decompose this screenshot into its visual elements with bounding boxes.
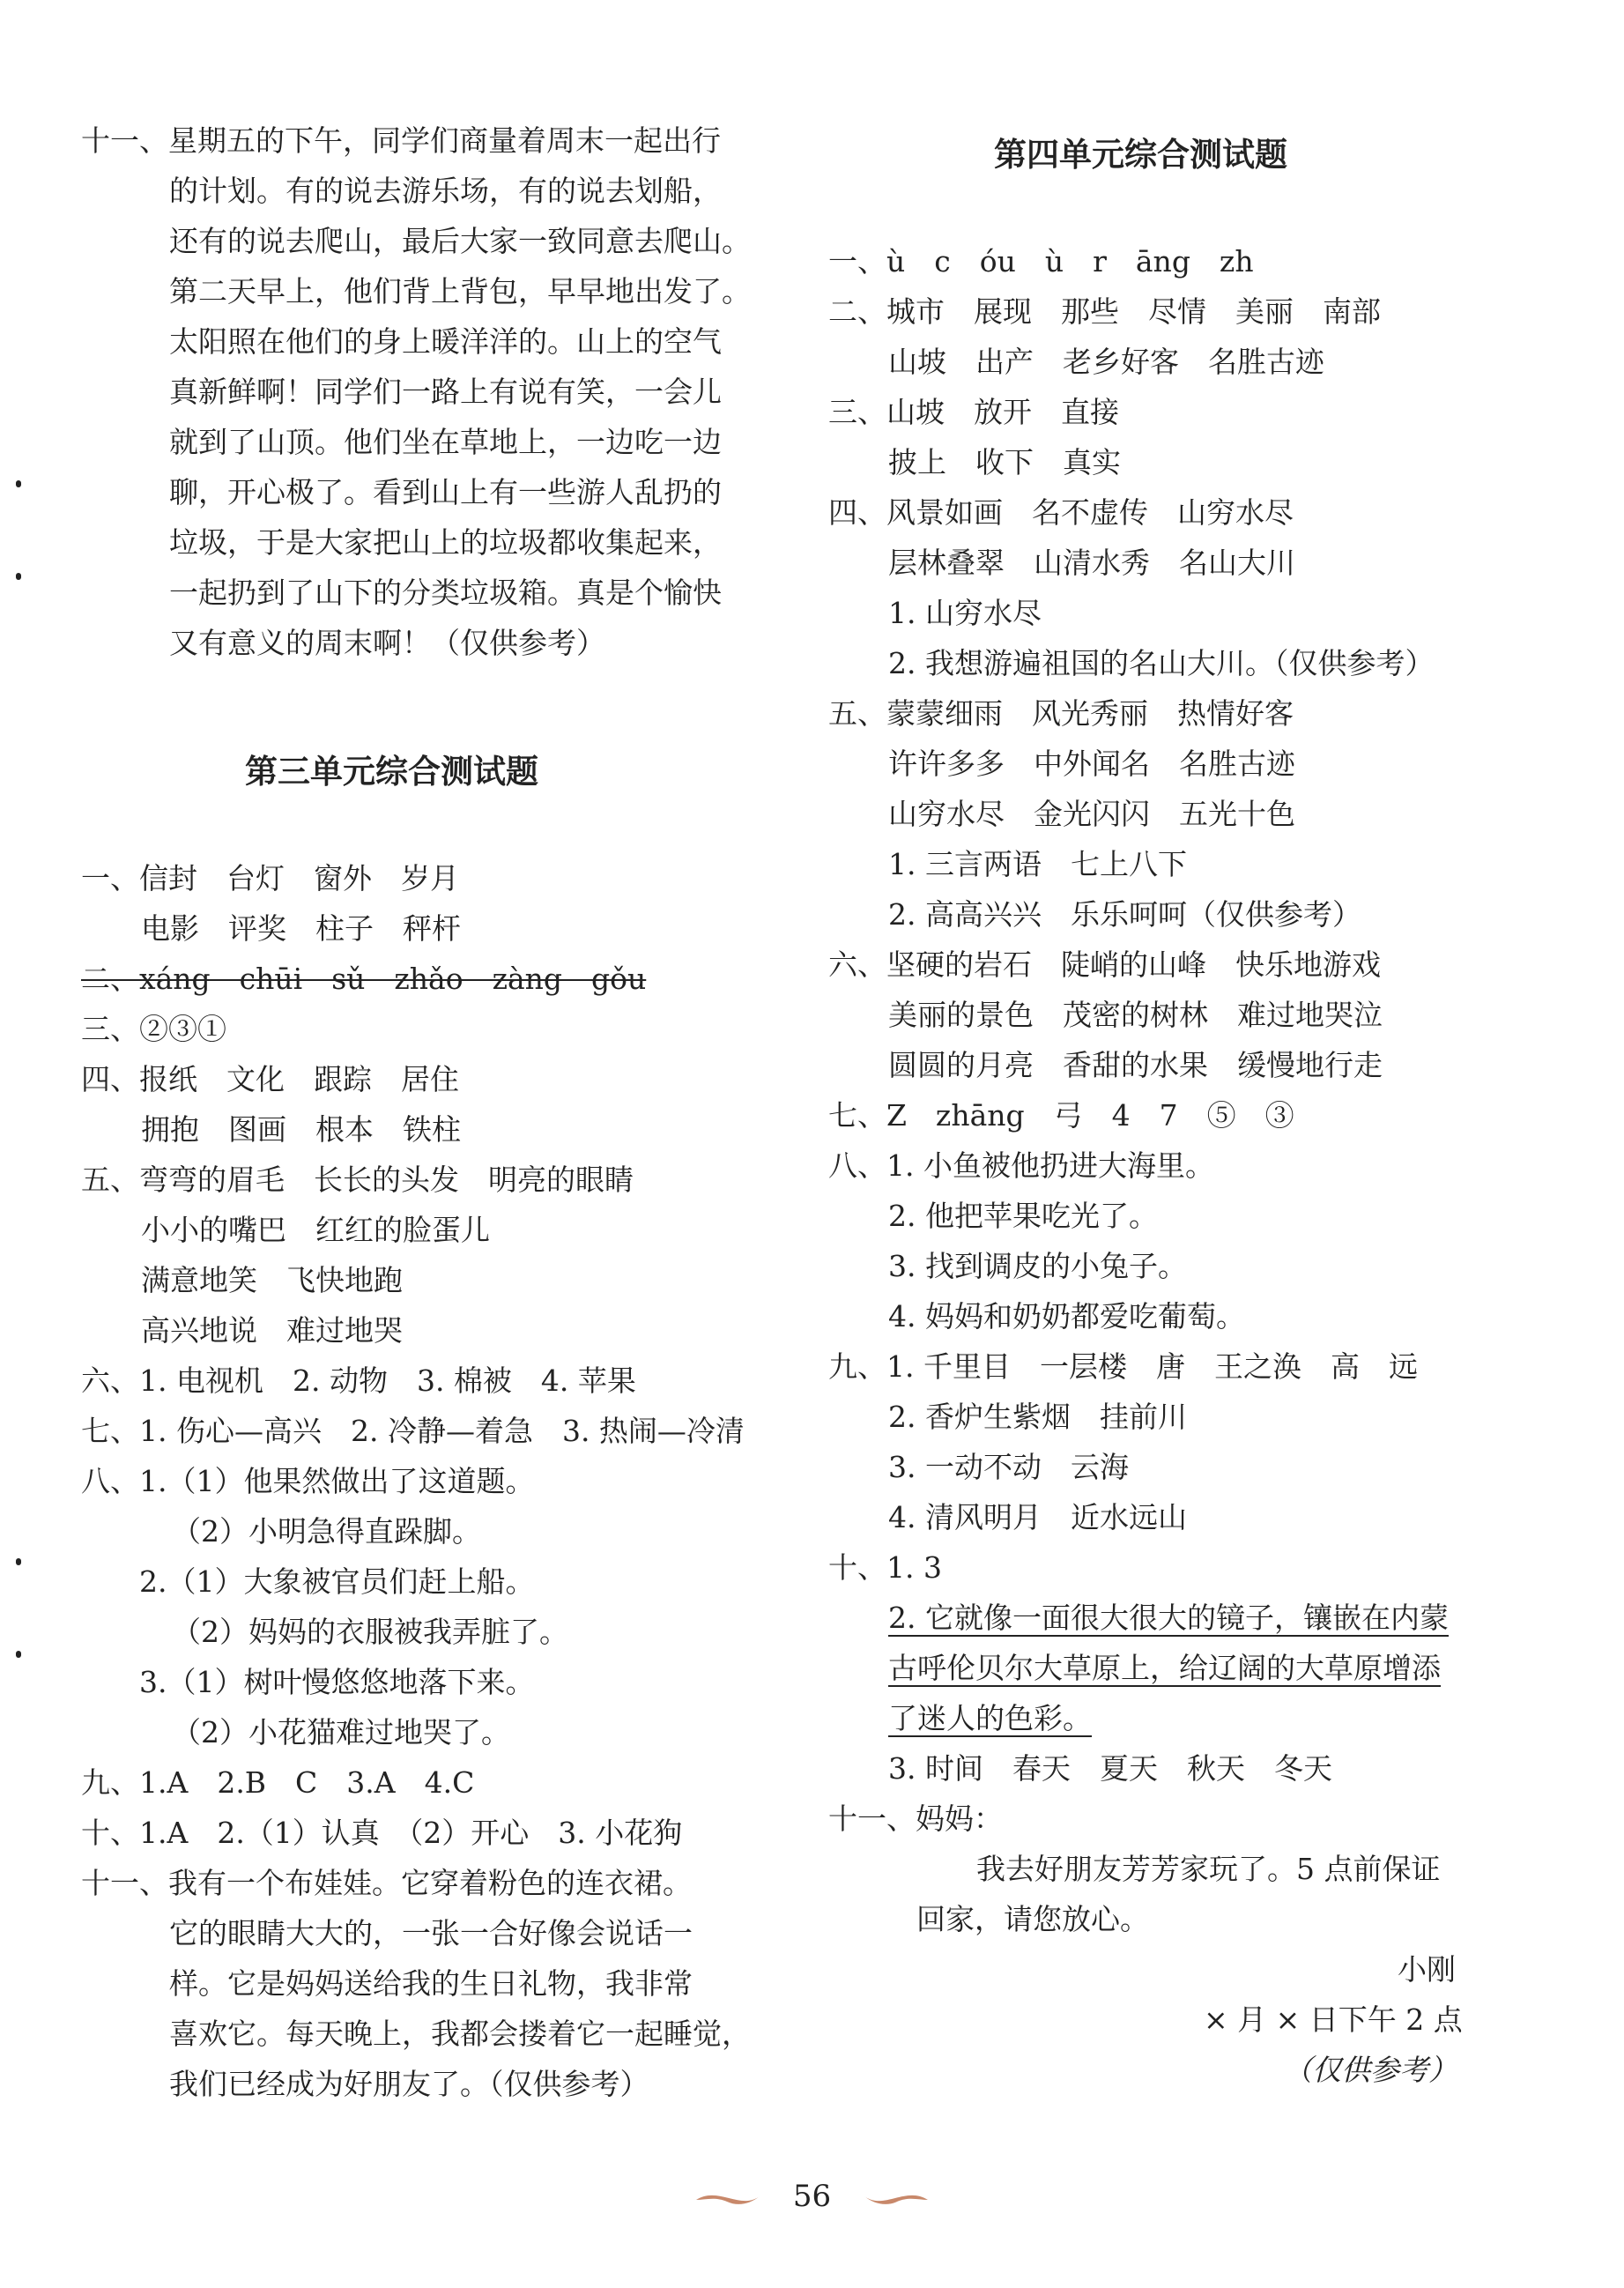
answer-line: 七、1. 伤心—高兴 2. 冷静—着急 3. 热闹—冷清 <box>81 1414 745 1448</box>
underlined-answer: 古呼伦贝尔大草原上，给辽阔的大草原增添 <box>888 1651 1441 1685</box>
answer-line: 层林叠翠 山清水秀 名山大川 <box>888 546 1295 580</box>
answer-line: 美丽的景色 茂密的树林 难过地哭泣 <box>888 998 1383 1032</box>
answer-line: 4. 妈妈和奶奶都爱吃葡萄。 <box>888 1299 1245 1333</box>
answer-line: 高兴地说 难过地哭 <box>141 1313 403 1348</box>
section-title: 第四单元综合测试题 <box>994 136 1287 174</box>
answer-line: 2. 他把苹果吃光了。 <box>888 1199 1158 1233</box>
answer-line: 山穷水尽 金光闪闪 五光十色 <box>888 797 1295 831</box>
answer-line: 二、城市 展现 那些 尽情 美丽 南部 <box>828 294 1381 329</box>
answer-line: 2. 高高兴兴 乐乐呵呵（仅供参考） <box>888 897 1361 932</box>
answer-line: 1. 三言两语 七上八下 <box>888 847 1187 881</box>
answer-line: 3. 找到调皮的小兔子。 <box>888 1249 1187 1283</box>
answer-line: 八、1. 小鱼被他扔进大海里。 <box>828 1148 1214 1183</box>
answer-line: 披上 收下 真实 <box>888 445 1121 479</box>
answer-line: 十、1. 3 <box>828 1550 942 1585</box>
answer-line: （2）妈妈的衣服被我弄脏了。 <box>172 1615 568 1649</box>
section-title: 第三单元综合测试题 <box>245 753 538 791</box>
margin-mark <box>16 480 21 487</box>
text-line: 聊，开心极了。看到山上有一些游人乱扔的 <box>169 475 722 509</box>
answer-line: 3. 一动不动 云海 <box>888 1450 1129 1484</box>
answer-line: 三、山坡 放开 直接 <box>828 395 1119 429</box>
answer-line: 我去好朋友芳芳家玩了。5 点前保证 <box>976 1852 1441 1886</box>
answer-line: 4. 清风明月 近水远山 <box>888 1500 1187 1534</box>
answer-line: 2.（1）大象被官员们赶上船。 <box>139 1564 535 1599</box>
answer-line: 它的眼睛大大的，一张一合好像会说话一 <box>169 1916 693 1950</box>
answer-line: （2）小花猫难过地哭了。 <box>172 1715 510 1749</box>
answer-line: 样。它是妈妈送给我的生日礼物，我非常 <box>169 1966 693 2001</box>
answer-line: 电影 评奖 柱子 秤杆 <box>141 911 461 946</box>
answer-line-pinyin: 二、xáng chūi sǔ zhǎo zàng gǒu <box>81 962 647 996</box>
underlined-answer: 了迷人的色彩。 <box>888 1701 1092 1735</box>
text-line: 一起扔到了山下的分类垃圾箱。真是个愉快 <box>169 576 722 610</box>
text-line: 又有意义的周末啊！（仅供参考） <box>169 626 605 660</box>
answer-line: 我们已经成为好朋友了。（仅供参考） <box>169 2067 649 2101</box>
answer-line: 圆圆的月亮 香甜的水果 缓慢地行走 <box>888 1048 1383 1082</box>
text-line: 垃圾，于是大家把山上的垃圾都收集起来， <box>169 525 722 560</box>
answer-line: 五、蒙蒙细雨 风光秀丽 热情好客 <box>828 696 1294 731</box>
answer-line: 四、风景如画 名不虚传 山穷水尽 <box>828 495 1294 530</box>
answer-line: 小小的嘴巴 红红的脸蛋儿 <box>141 1213 490 1247</box>
answer-line: 回家，请您放心。 <box>916 1902 1149 1936</box>
text-line: 十一、星期五的下午，同学们商量着周末一起出行 <box>81 123 721 158</box>
answer-line: 1. 山穷水尽 <box>888 596 1042 630</box>
text-line: 的计划。有的说去游乐场，有的说去划船， <box>169 174 722 208</box>
margin-mark <box>16 573 21 580</box>
answer-line: 九、1. 千里目 一层楼 唐 王之涣 高 远 <box>828 1349 1418 1384</box>
answer-line: 四、报纸 文化 跟踪 居住 <box>81 1062 459 1096</box>
answer-line: 许许多多 中外闻名 名胜古迹 <box>888 747 1295 781</box>
answer-line: 满意地笑 飞快地跑 <box>141 1263 403 1297</box>
answer-line: 喜欢它。每天晚上，我都会搂着它一起睡觉， <box>169 2017 751 2051</box>
answer-line: 三、②③① <box>81 1012 226 1046</box>
text-line: 真新鲜啊！同学们一路上有说有笑，一会儿 <box>169 375 722 409</box>
text-line: 太阳照在他们的身上暖洋洋的。山上的空气 <box>169 324 722 359</box>
reference-note: （仅供参考） <box>1283 2053 1457 2087</box>
answer-line: 六、1. 电视机 2. 动物 3. 棉被 4. 苹果 <box>81 1363 636 1398</box>
margin-mark <box>16 1651 21 1658</box>
answer-line: 3. 时间 春天 夏天 秋天 冬天 <box>888 1751 1332 1786</box>
answer-line: （2）小明急得直跺脚。 <box>172 1514 481 1549</box>
answer-line: 五、弯弯的眉毛 长长的头发 明亮的眼睛 <box>81 1163 634 1197</box>
answer-line: 2. 我想游遍祖国的名山大川。（仅供参考） <box>888 646 1435 680</box>
page-number: 56 <box>792 2179 832 2214</box>
answer-line: 2. 香炉生紫烟 挂前川 <box>888 1400 1187 1434</box>
text-line: 第二天早上，他们背上背包，早早地出发了。 <box>169 274 751 308</box>
text-line: 就到了山顶。他们坐在草地上，一边吃一边 <box>169 425 722 459</box>
date-line: × 月 × 日下午 2 点 <box>1204 2002 1463 2037</box>
answer-line: 一、ù c óu ù r āng zh <box>828 244 1254 279</box>
answer-line: 十一、我有一个布娃娃。它穿着粉色的连衣裙。 <box>81 1866 692 1900</box>
answer-line: 山坡 出产 老乡好客 名胜古迹 <box>888 345 1324 379</box>
answer-line: 3.（1）树叶慢悠悠地落下来。 <box>139 1665 535 1699</box>
margin-mark <box>16 1558 21 1565</box>
underlined-answer: 2. 它就像一面很大很大的镜子，镶嵌在内蒙 <box>888 1601 1449 1635</box>
signature: 小刚 <box>1398 1952 1456 1987</box>
answer-line: 一、信封 台灯 窗外 岁月 <box>81 861 459 895</box>
answer-line: 七、Z zhāng 弓 4 7 ⑤ ③ <box>828 1098 1294 1133</box>
answer-line: 十一、妈妈： <box>828 1801 1003 1836</box>
answer-line: 六、坚硬的岩石 陡峭的山峰 快乐地游戏 <box>828 947 1381 982</box>
answer-line: 拥抱 图画 根本 铁柱 <box>141 1112 461 1147</box>
text-line: 还有的说去爬山，最后大家一致同意去爬山。 <box>169 224 751 258</box>
answer-line: 十、1.A 2.（1）认真 （2）开心 3. 小花狗 <box>81 1816 683 1850</box>
answer-line: 八、1.（1）他果然做出了这道题。 <box>81 1464 535 1498</box>
answer-line: 九、1.A 2.B C 3.A 4.C <box>81 1765 475 1800</box>
